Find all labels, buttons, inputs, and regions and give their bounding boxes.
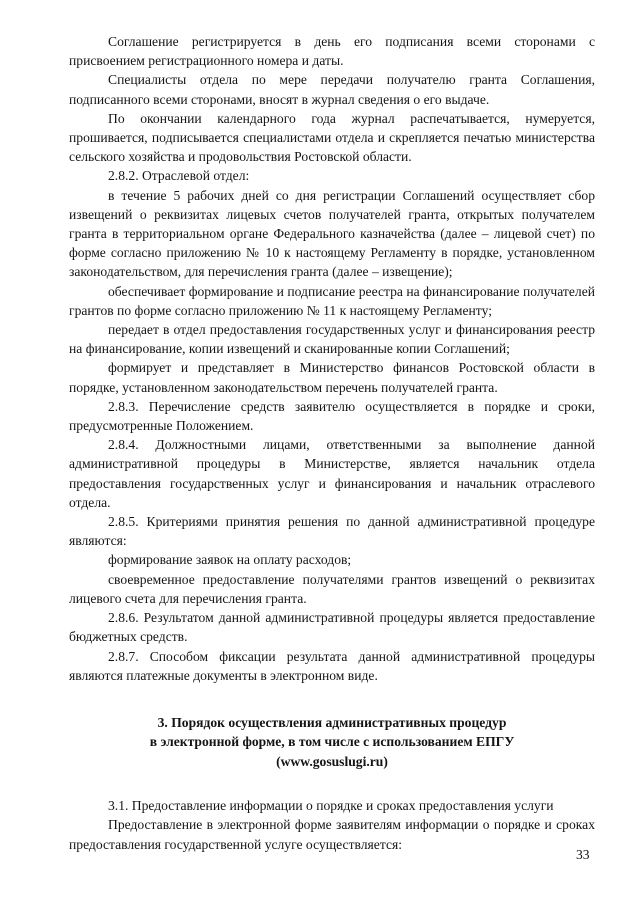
document-page	[69, 32, 595, 854]
paragraph-journal-binding: По окончании календарного года журнал распечатывается, нумеруется, прошивается, подписывается специалистами отдела и скрепляется печатью министерства сельского хозяйства и продовольствия Ростовской области.	[69, 110, 595, 165]
paragraph-2-8-7: 2.8.7. Способом фиксации результата данной административной процедуры являются платежные документы в электронном виде.	[69, 648, 595, 683]
paragraph-notices-collection: в течение 5 рабочих дней со дня регистрации Соглашений осуществляет сбор извещений о реквизитах лицевых счетов получателей гранта, открытых получателем гранта в территориальном органе Федерального казначейства (далее – лицевой счет) по форме согласно приложению № 10 к настоящему Регламенту в порядке, установленном законодательством, для перечисления гранта (далее – извещение);	[69, 187, 595, 280]
section-3-heading-line1: 3. Порядок осуществления административных процедур	[157, 714, 507, 730]
paragraph-3-1: 3.1. Предоставление информации о порядке и сроках предоставления услуги	[108, 798, 554, 814]
paragraph-registry-transfer: передает в отдел предоставления государственных услуг и финансирования реестр на финансирование, копии извещений и сканированные копии Соглашений;	[69, 322, 595, 357]
paragraph-timely-notices: своевременное предоставление получателями грантов извещений о реквизитах лицевого счета для перечисления гранта.	[69, 571, 595, 606]
page-number: 33	[576, 847, 590, 862]
section-3-heading-line3: (www.gosuslugi.ru)	[276, 753, 388, 769]
paragraph-2-8-5: 2.8.5. Критериями принятия решения по данной административной процедуре являются:	[69, 514, 595, 549]
paragraph-2-8-4: 2.8.4. Должностными лицами, ответственными за выполнение данной административной процедуры в Министерстве, является начальник отдела предоставления государственных услуг и финансирования и начальник отраслевого отдела.	[69, 437, 595, 510]
paragraph-electronic-info: Предоставление в электронной форме заявителям информации о порядке и сроках предоставления государственной услуге осуществляется:	[69, 817, 595, 852]
paragraph-2-8-2: 2.8.2. Отраслевой отдел:	[108, 168, 250, 184]
section-3-heading	[69, 713, 595, 771]
paragraph-expense-requests: формирование заявок на оплату расходов;	[108, 552, 352, 568]
paragraph-2-8-6: 2.8.6. Результатом данной административной процедуры является предоставление бюджетных средств.	[69, 610, 595, 645]
paragraph-registration: Соглашение регистрируется в день его подписания всеми сторонами с присвоением регистрационного номера и даты.	[69, 34, 595, 69]
paragraph-journal-entry: Специалисты отдела по мере передачи получателю гранта Соглашения, подписанного всеми сторонами, вносят в журнал сведения о его выдаче.	[69, 72, 595, 107]
paragraph-recipients-list: формирует и представляет в Министерство финансов Ростовской области в порядке, установленном законодательством перечень получателей гранта.	[69, 360, 595, 395]
section-3-heading-line2: в электронной форме, в том числе с использованием ЕПГУ	[149, 734, 515, 750]
paragraph-registry-forming: обеспечивает формирование и подписание реестра на финансирование получателей грантов по форме согласно приложению № 11 к настоящему Регламенту;	[69, 283, 595, 318]
paragraph-2-8-3: 2.8.3. Перечисление средств заявителю осуществляется в порядке и сроки, предусмотренные Положением.	[69, 398, 595, 434]
